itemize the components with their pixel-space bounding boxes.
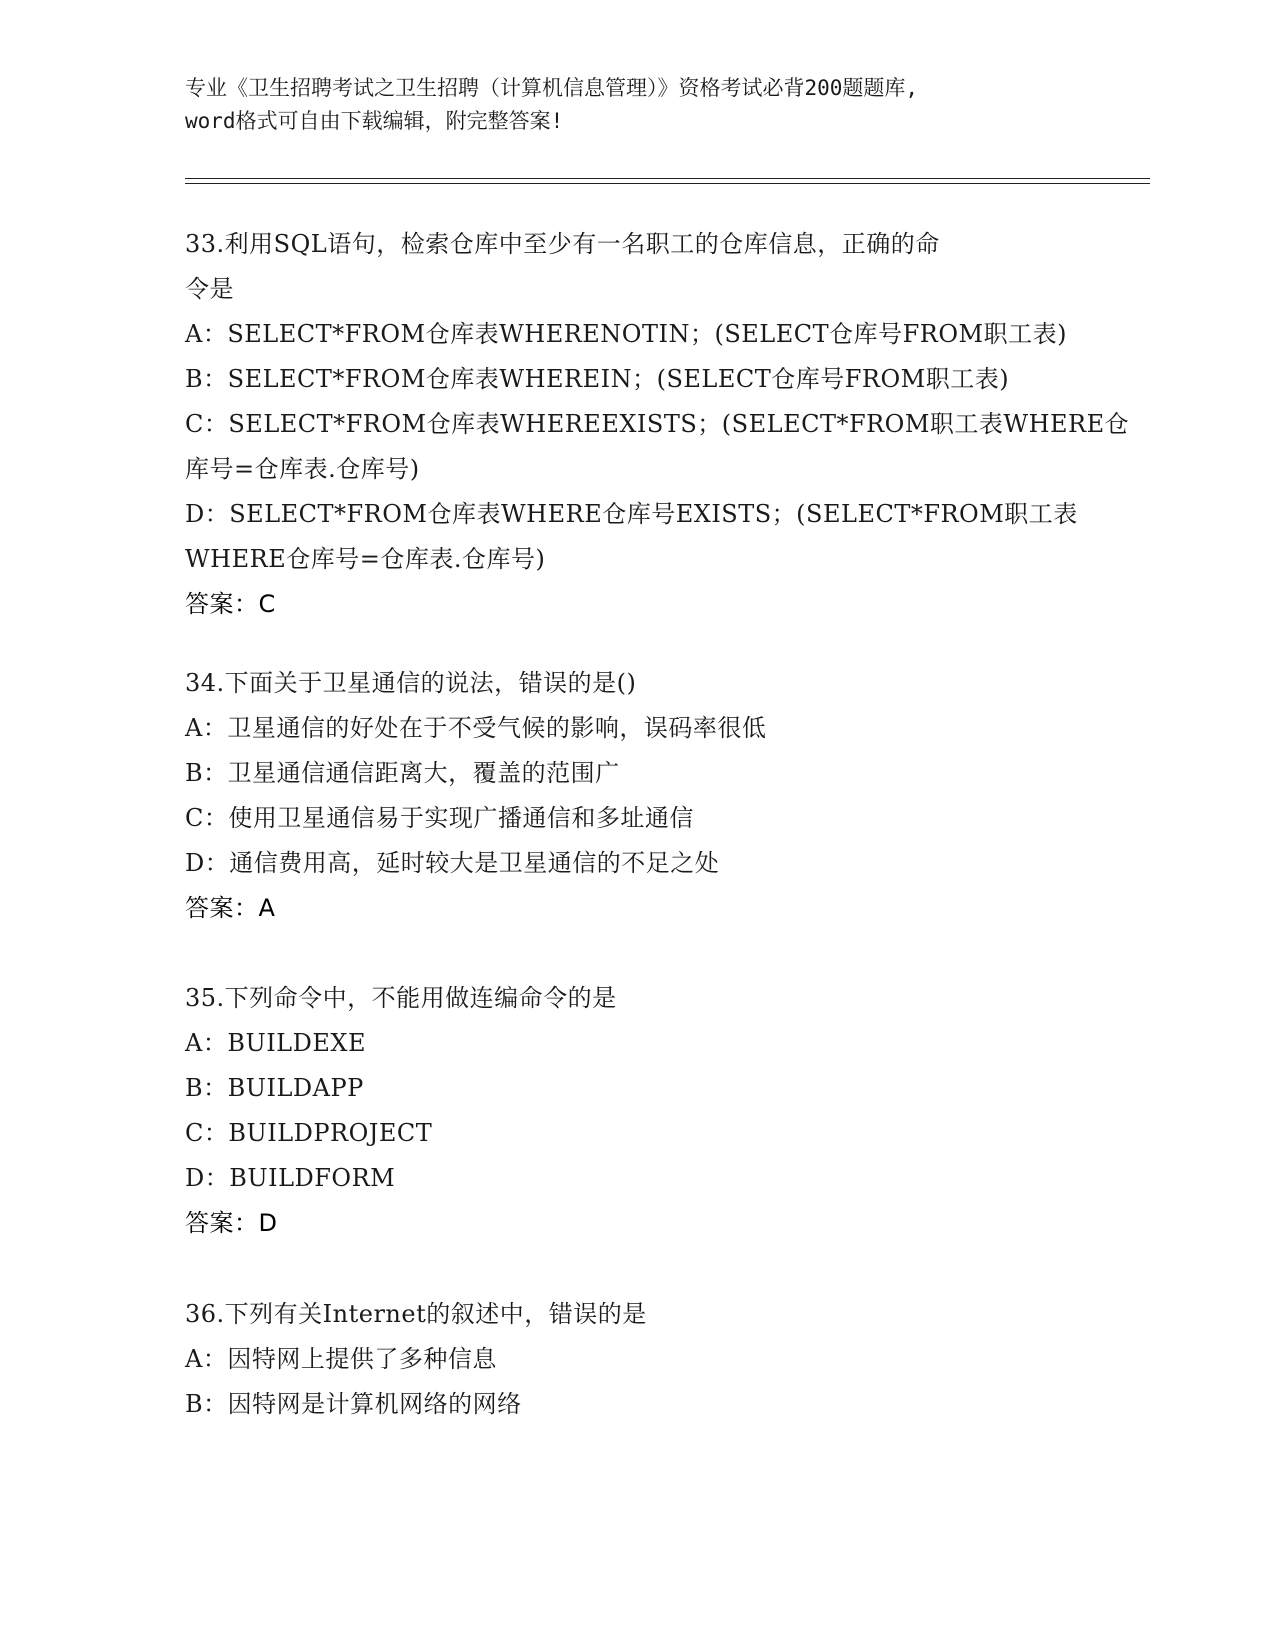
- question-33-line-1: 33.利用SQL语句，检索仓库中至少有一名职工的仓库信息，正确的命: [185, 230, 940, 258]
- question-36: [185, 1292, 1085, 1427]
- header-divider-bottom: [185, 183, 1150, 184]
- question-35-stem: 35.下列命令中，不能用做连编命令的是: [185, 984, 617, 1012]
- question-33-option-c: C：SELECT*FROM仓库表WHEREEXISTS；(SELECT*FROM职工表WHERE仓: [185, 410, 1130, 438]
- question-33-option-d-cont: WHERE仓库号=仓库表.仓库号): [185, 545, 546, 573]
- question-33-line-2: 令是: [185, 275, 234, 303]
- question-35: [185, 976, 1085, 1246]
- header-title-line-1: 专业《卫生招聘考试之卫生招聘（计算机信息管理）》资格考试必背200题题库,: [185, 76, 919, 100]
- question-36-option-b: B：因特网是计算机网络的网络: [185, 1390, 522, 1418]
- question-34-answer: 答案：A: [185, 894, 276, 922]
- question-33-option-b: B：SELECT*FROM仓库表WHEREIN；(SELECT仓库号FROM职工表): [185, 365, 1010, 393]
- question-36-option-a: A：因特网上提供了多种信息: [185, 1345, 497, 1373]
- question-33-answer: 答案：C: [185, 590, 276, 618]
- question-34: [185, 661, 1085, 931]
- question-34-stem: 34.下面关于卫星通信的说法，错误的是(): [185, 669, 637, 697]
- header-title-line-2: word格式可自由下载编辑，附完整答案!: [185, 109, 564, 133]
- question-34-option-b: B：卫星通信通信距离大，覆盖的范围广: [185, 759, 620, 787]
- question-33-option-c-cont: 库号=仓库表.仓库号): [185, 455, 420, 483]
- question-35-option-a: A：BUILDEXE: [185, 1029, 366, 1057]
- document-header: [185, 72, 1085, 138]
- question-34-option-d: D：通信费用高，延时较大是卫星通信的不足之处: [185, 849, 720, 877]
- question-35-option-b: B：BUILDAPP: [185, 1074, 364, 1102]
- question-33-option-a: A：SELECT*FROM仓库表WHERENOTIN；(SELECT仓库号FROM职工表): [185, 320, 1067, 348]
- header-divider-top: [185, 178, 1150, 179]
- question-36-stem: 36.下列有关Internet的叙述中，错误的是: [185, 1300, 647, 1328]
- question-34-option-c: C：使用卫星通信易于实现广播通信和多址通信: [185, 804, 694, 832]
- question-33-option-d: D：SELECT*FROM仓库表WHERE仓库号EXISTS；(SELECT*FROM职工表: [185, 500, 1078, 528]
- question-33: [185, 222, 1130, 627]
- question-35-option-c: C：BUILDPROJECT: [185, 1119, 433, 1147]
- question-35-option-d: D：BUILDFORM: [185, 1164, 396, 1192]
- question-34-option-a: A：卫星通信的好处在于不受气候的影响，误码率很低: [185, 714, 767, 742]
- question-35-answer: 答案：D: [185, 1209, 278, 1237]
